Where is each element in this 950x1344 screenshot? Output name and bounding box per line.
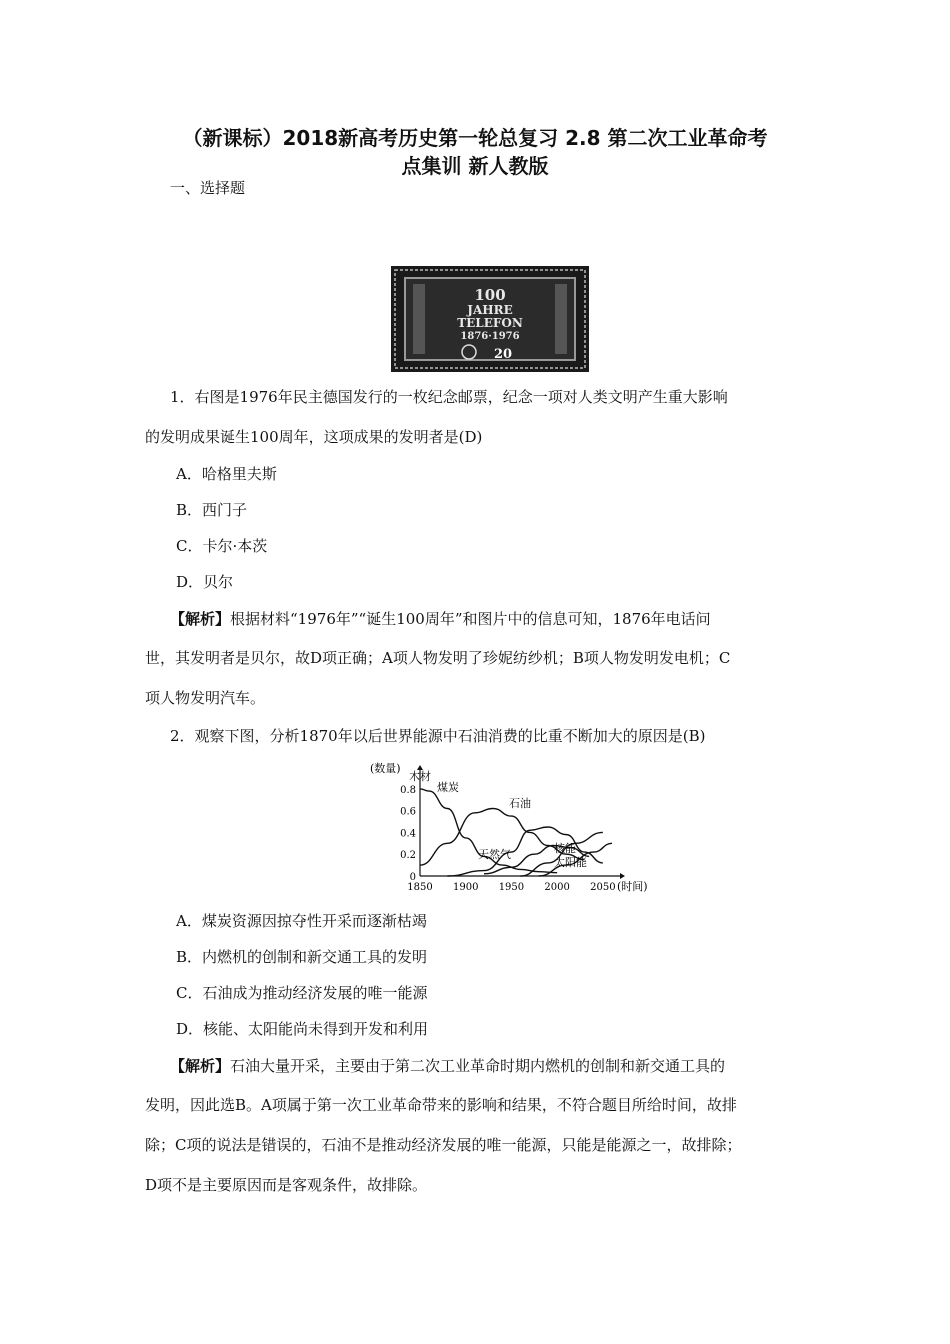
q2-option-b: B．内燃机的创制和新交通工具的发明 — [176, 948, 428, 966]
x-tick-label: 1900 — [452, 882, 479, 893]
stamp-text-1: 100 — [474, 286, 506, 304]
y-tick-label: 0 — [409, 872, 416, 883]
q2-analysis-line-4: D项不是主要原因而是客观条件，故排除。 — [145, 1176, 428, 1194]
q2-analysis-line-2: 发明，因此选B。A项属于第一次工业革命带来的影响和结果，不符合题目所给时间，故排 — [145, 1096, 737, 1114]
q1-option-c: C．卡尔·本茨 — [176, 537, 268, 555]
series-label: 太阳能 — [554, 856, 587, 869]
document-title — [120, 124, 830, 180]
y-tick-label: 0.2 — [400, 850, 416, 862]
stamp-text-4: 1876·1976 — [460, 331, 520, 342]
x-tick-label: 1950 — [498, 882, 525, 893]
q2-analysis-line-1 — [170, 1056, 725, 1076]
y-tick-label: 0.4 — [400, 828, 416, 840]
x-tick-label: 2050 — [590, 882, 616, 893]
q2-analysis-line-3: 除；C项的说法是错误的，石油不是推动经济发展的唯一能源，只能是能源之一，故排除； — [145, 1136, 742, 1154]
x-axis-label: (时间) — [617, 880, 648, 893]
stamp-text-3: TELEFON — [457, 316, 523, 330]
q2-option-a: A．煤炭资源因掠夺性开采而逐渐枯竭 — [176, 912, 427, 930]
q1-stem-line-1: 1．右图是1976年民主德国发行的一枚纪念邮票，纪念一项对人类文明产生重大影响 — [170, 388, 728, 406]
stamp-value: 20 — [493, 347, 513, 362]
q1-analysis-line-3: 项人物发明汽车。 — [145, 689, 266, 707]
y-tick-label: 0.8 — [400, 784, 416, 796]
series-label: 石油 — [509, 797, 531, 810]
q2-stem: 2．观察下图，分析1870年以后世界能源中石油消费的比重不断加大的原因是(B) — [170, 727, 706, 745]
energy-consumption-chart — [362, 760, 648, 895]
q1-option-d: D．贝尔 — [176, 573, 234, 591]
q2-analysis-tag: 【解析】 — [170, 1057, 231, 1075]
q1-analysis-text-1: 根据材料“1976年”“诞生100周年”和图片中的信息可知，1876年电话问 — [230, 610, 711, 628]
series-label: 木材 — [409, 770, 431, 783]
q1-analysis-line-2: 世，其发明者是贝尔，故D项正确；A项人物发明了珍妮纺纱机；B项人物发明发电机；C — [145, 649, 731, 667]
series-label: 煤炭 — [437, 781, 459, 794]
stamp-text-2: JAHRE — [467, 303, 513, 317]
series-label: 核能 — [554, 842, 576, 855]
q2-option-c: C．石油成为推动经济发展的唯一能源 — [176, 984, 428, 1002]
series-label: 天然气 — [478, 848, 511, 861]
y-axis-label: (数量) — [370, 762, 401, 775]
q1-stem-line-2: 的发明成果诞生100周年，这项成果的发明者是(D) — [145, 428, 483, 446]
y-tick-label: 0.6 — [400, 806, 416, 818]
q2-analysis-text-1: 石油大量开采，主要由于第二次工业革命时期内燃机的创制和新交通工具的 — [230, 1057, 726, 1075]
x-tick-label: 1850 — [407, 882, 433, 893]
section-heading: 一、选择题 — [170, 179, 246, 197]
title-line-2: 点集训 新人教版 — [401, 154, 549, 178]
q1-analysis-tag: 【解析】 — [170, 610, 231, 628]
title-line-1: （新课标）2018新高考历史第一轮总复习 2.8 第二次工业革命考 — [182, 126, 768, 150]
q2-option-d: D．核能、太阳能尚未得到开发和利用 — [176, 1020, 429, 1038]
q1-analysis-line-1 — [170, 609, 711, 629]
telephone-stamp-image — [391, 266, 589, 372]
x-axis-arrow — [620, 873, 625, 879]
q1-option-b: B．西门子 — [176, 501, 248, 519]
q1-option-a: A．哈格里夫斯 — [176, 465, 277, 483]
x-tick-label: 2000 — [544, 882, 570, 893]
